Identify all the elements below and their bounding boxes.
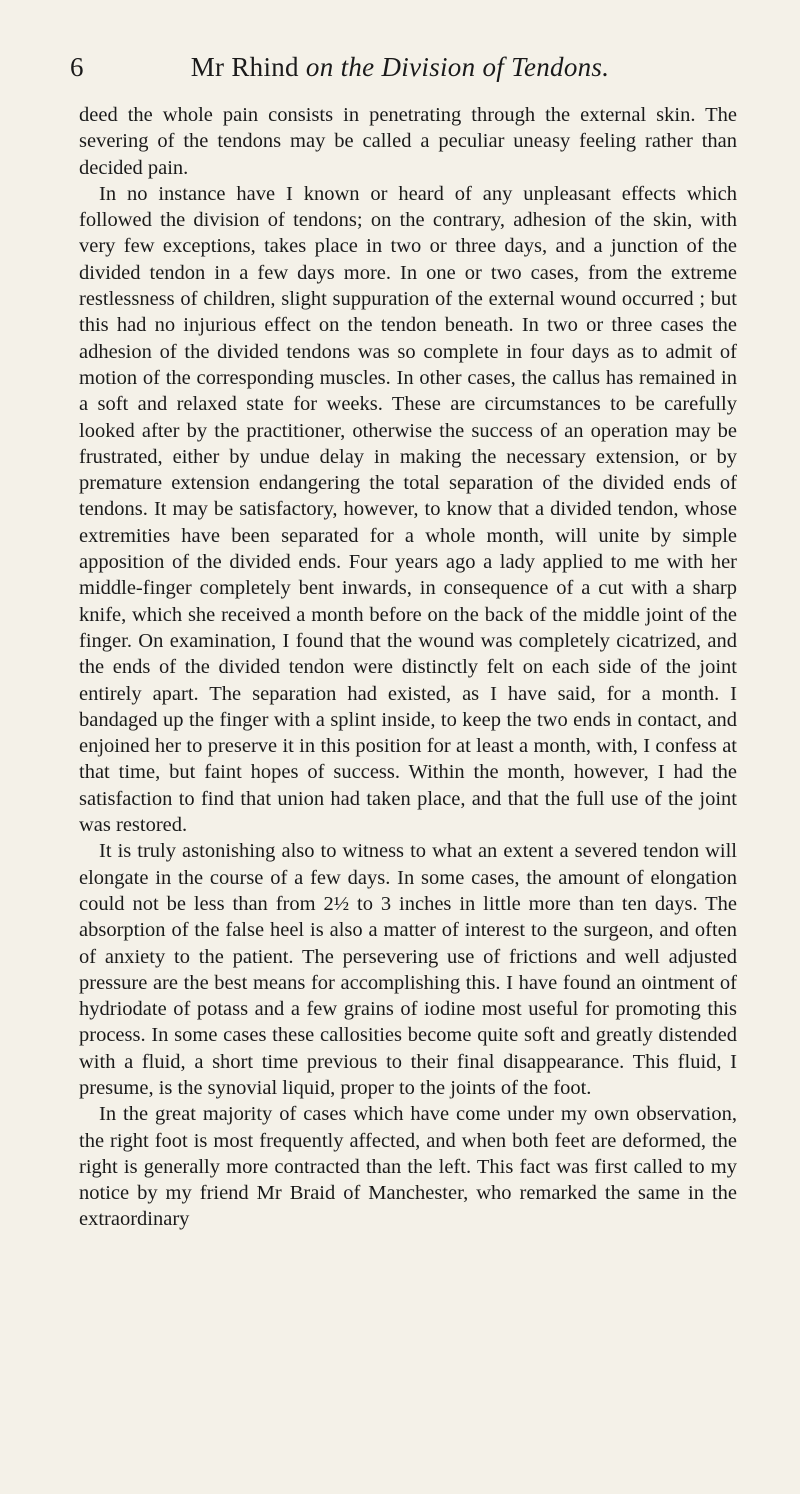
body-text xyxy=(79,102,737,1233)
running-title xyxy=(70,52,730,83)
page-number: 6 xyxy=(70,52,84,82)
paragraph: In the great majority of cases which have come under my own observation, the right foot is most frequently affected, and when both feet are deformed, the right is generally more contracted than the left. This fact was first called to my notice by my friend Mr Braid of Manchester, who remarked the same in the extraordinary xyxy=(79,1103,737,1231)
paragraph: In no instance have I known or heard of any unpleasant effects which followed the division of tendons; on the contrary, adhesion of the skin, with very few exceptions, takes place in two or three days, and a junction of the divided tendon in a few days more. In one or two cases, from the extreme restlessness of children, slight suppuration of the external wound occurred ; but this had no injurious effect on the tendon beneath. In two or three cases the adhesion of the divided tendons was so complete in four days as to admit of motion of the corresponding muscles. In other cases, the callus has remained in a soft and relaxed state for weeks. These are circumstances to be carefully looked after by the practitioner, otherwise the success of an operation may be frustrated, either by undue delay in making the necessary extension, or by premature extension endangering the total separation of the divided ends of tendons. It may be satisfactory, however, to know that a divided tendon, whose extremities have been separated for a whole month, will unite by simple apposition of the divided ends. Four years ago a lady applied to me with her middle-finger completely bent inwards, in consequence of a cut with a sharp knife, which she received a month before on the back of the middle joint of the finger. On examination, I found that the wound was completely cicatrized, and the ends of the divided tendon were distinctly felt on each side of the joint entirely apart. The separation had existed, as I have said, for a month. I bandaged up the finger with a splint inside, to keep the two ends in contact, and enjoined her to preserve it in this position for at least a month, with, I confess at that time, but faint hopes of success. Within the month, however, I had the satisfaction to find that union had taken place, and that the full use of the joint was restored. xyxy=(79,182,737,837)
running-title-italic: on the Division of Tendons. xyxy=(305,52,610,82)
running-title-author: Mr Rhind xyxy=(190,52,306,82)
page-header xyxy=(70,52,730,92)
paragraph-continuation: deed the whole pain consists in penetrating through the external skin. The severing of the tendons may be called a peculiar uneasy feeling rather than decided pain. xyxy=(79,104,737,179)
paragraph: It is truly astonishing also to witness to what an extent a severed tendon will elongate in the course of a few days. In some cases, the amount of elongation could not be less than from 2½ to 3 inches in little more than ten days. The absorption of the false heel is also a matter of interest to the surgeon, and often of anxiety to the patient. The persevering use of frictions and well adjusted pressure are the best means for accomplishing this. I have found an ointment of hydriodate of potass and a few grains of iodine most useful for promoting this process. In some cases these callosities become quite soft and greatly distended with a fluid, a short time previous to their final disappearance. This fluid, I presume, is the synovial liquid, proper to the joints of the foot. xyxy=(79,840,737,1099)
